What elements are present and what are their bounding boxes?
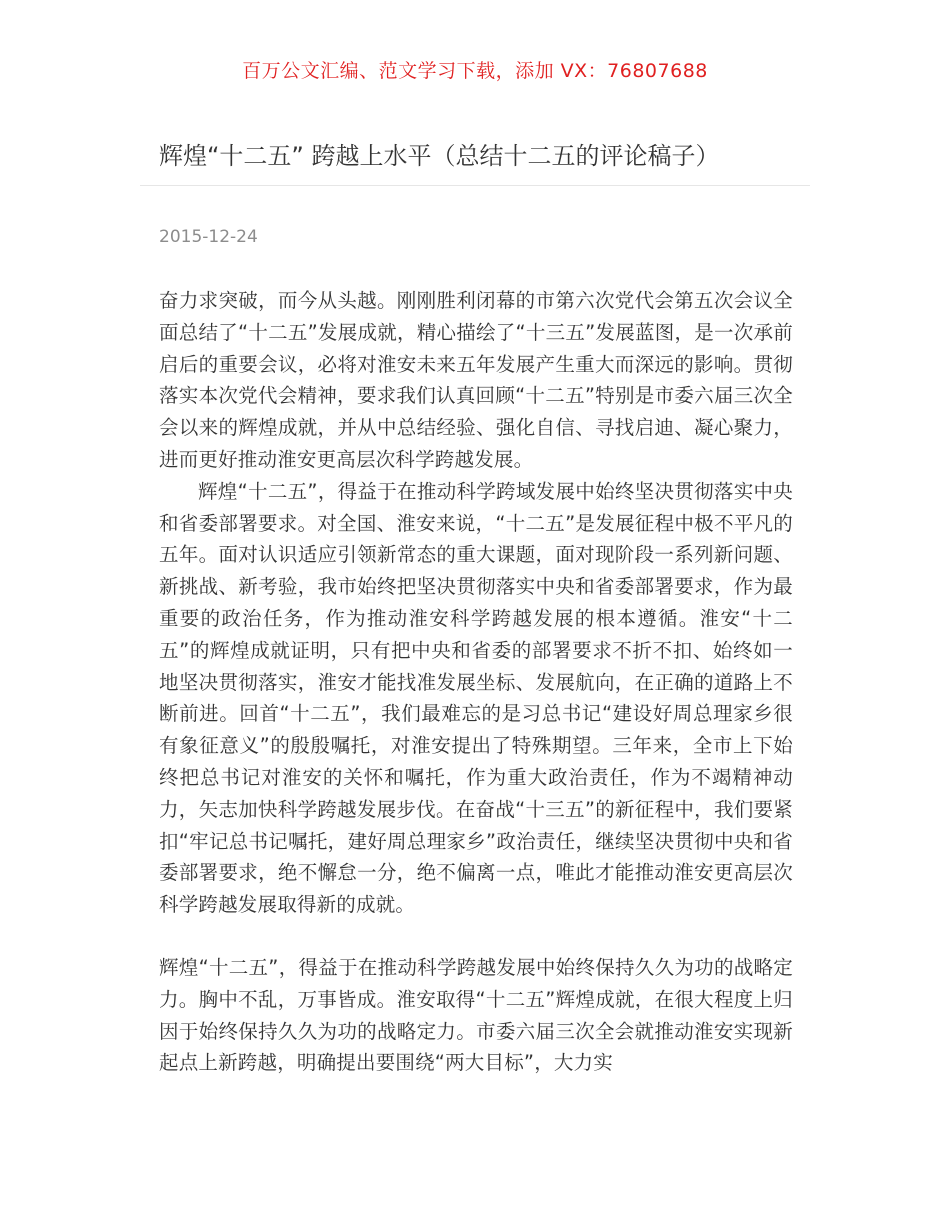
paragraph-2: 辉煌“十二五”，得益于在推动科学跨域发展中始终坚决贯彻落实中央和省委部署要求。对全国、淮安来说，“十二五”是发展征程中极不平凡的五年。面对认识适应引领新常态的重大课题，面对现阶段一系列新问题、新挑战、新考验，我市始终把坚决贯彻落实中央和省委部署要求，作为最重要的政治任务，作为推动淮安科学跨越发展的根本遵循。淮安“十二五”的辉煌成就证明，只有把中央和省委的部署要求不折不扣、始终如一地坚决贯彻落实，淮安才能找准发展坐标、发展航向，在正确的道路上不断前进。回首“十二五”，我们最难忘的是习总书记“建设好周总理家乡很有象征意义”的殷殷嘱托，对淮安提出了特殊期望。三年来，全市上下始终把总书记对淮安的关怀和嘱托，作为重大政治责任，作为不竭精神动力，矢志加快科学跨越发展步伐。在奋战“十三五”的新征程中，我们要紧扣“牢记总书记嘱托，建好周总理家乡”政治责任，继续坚决贯彻中央和省委部署要求，绝不懈怠一分，绝不偏离一点，唯此才能推动淮安更高层次科学跨越发展取得新的成就。 — [159, 479, 793, 917]
title-divider — [140, 185, 810, 186]
article-title: 辉煌“十二五” 跨越上水平（总结十二五的评论稿子） — [159, 142, 720, 170]
article-date: 2015-12-24 — [159, 227, 258, 247]
paragraph-3: 辉煌“十二五”，得益于在推动科学跨越发展中始终保持久久为功的战略定力。胸中不乱，万事皆成。淮安取得“十二五”辉煌成就，在很大程度上归因于始终保持久久为功的战略定力。市委六届三次全会就推动淮安实现新起点上新跨越，明确提出要围绕“两大目标”，大力实 — [159, 955, 793, 1075]
article-body — [159, 285, 793, 1079]
header-banner: 百万公文汇编、范文学习下载，添加 VX：76807688 — [242, 60, 708, 82]
paragraph-1: 奋力求突破，而今从头越。刚刚胜利闭幕的市第六次党代会第五次会议全面总结了“十二五”发展成就，精心描绘了“十三五”发展蓝图，是一次承前启后的重要会议，必将对淮安未来五年发展产生重大而深远的影响。贯彻落实本次党代会精神，要求我们认真回顾“十二五”特别是市委六届三次全会以来的辉煌成就，并从中总结经验、强化自信、寻找启迪、凝心聚力，进而更好推动淮安更高层次科学跨越发展。 — [159, 289, 793, 471]
